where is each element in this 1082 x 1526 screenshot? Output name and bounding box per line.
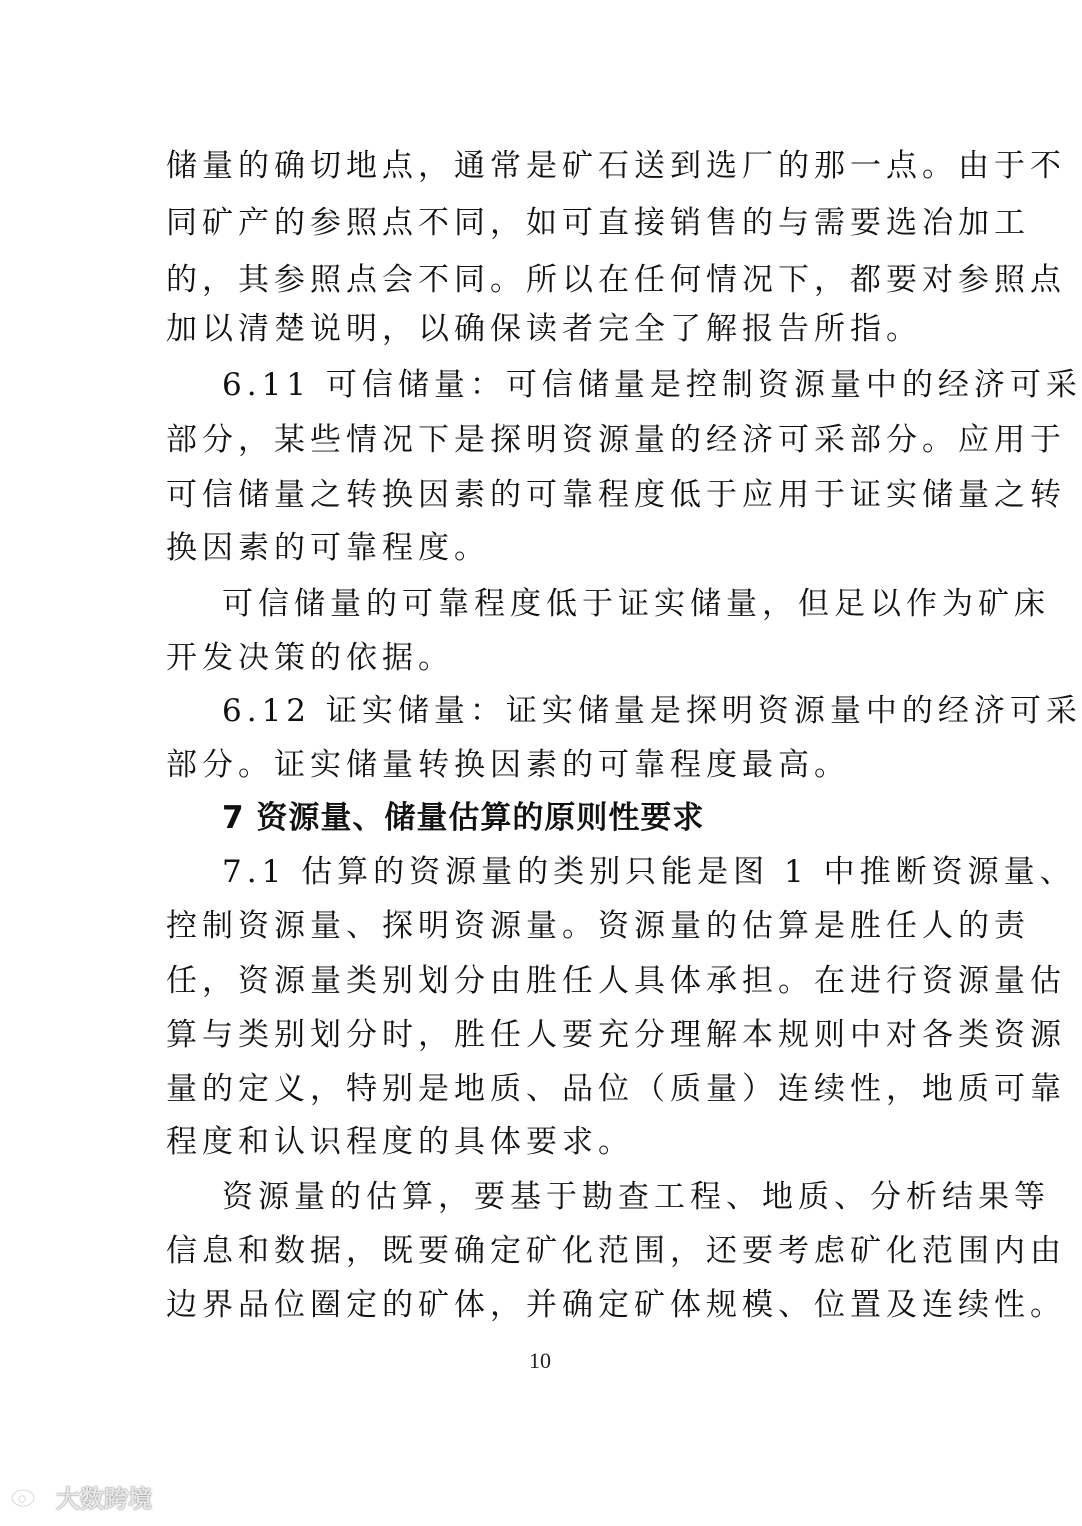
- text-line: 程度和认识程度的具体要求。: [166, 1124, 634, 1160]
- page-number: 10: [529, 1348, 551, 1373]
- section-heading: 7 资源量、储量估算的原则性要求: [222, 800, 705, 836]
- watermark: [10, 1478, 152, 1514]
- text-line: 信息和数据，既要确定矿化范围，还要考虑矿化范围内由: [166, 1233, 1066, 1269]
- text-line: 6.12 证实储量：证实储量是探明资源量中的经济可采: [222, 693, 1082, 729]
- text-line: 边界品位圈定的矿体，并确定矿体规模、位置及连续性。: [166, 1287, 1066, 1323]
- text-line: 的，其参照点会不同。所以在任何情况下，都要对参照点: [166, 262, 1066, 298]
- text-line: 可信储量的可靠程度低于证实储量，但足以作为矿床: [222, 586, 1050, 622]
- text-line: 加以清楚说明，以确保读者完全了解报告所指。: [166, 311, 922, 347]
- text-line: 6.11 可信储量：可信储量是控制资源量中的经济可采: [222, 367, 1082, 403]
- text-line: 量的定义，特别是地质、品位（质量）连续性，地质可靠: [166, 1071, 1066, 1107]
- text-line: 部分。证实储量转换因素的可靠程度最高。: [166, 747, 850, 783]
- weibo-logo-icon: [10, 1484, 50, 1508]
- text-line: 储量的确切地点，通常是矿石送到选厂的那一点。由于不: [166, 148, 1066, 184]
- text-line: 换因素的可靠程度。: [166, 530, 490, 566]
- text-line: 控制资源量、探明资源量。资源量的估算是胜任人的责: [166, 908, 1030, 944]
- text-line: 任，资源量类别划分由胜任人具体承担。在进行资源量估: [166, 963, 1066, 999]
- watermark-text: 大数跨境: [56, 1484, 152, 1513]
- text-line: 同矿产的参照点不同，如可直接销售的与需要选冶加工: [166, 205, 1030, 241]
- text-line: 可信储量之转换因素的可靠程度低于应用于证实储量之转: [166, 477, 1066, 513]
- text-line: 7.1 估算的资源量的类别只能是图 1 中推断资源量、: [222, 854, 1076, 890]
- text-line: 开发决策的依据。: [166, 640, 454, 676]
- text-line: 部分，某些情况下是探明资源量的经济可采部分。应用于: [166, 422, 1066, 458]
- text-line: 资源量的估算，要基于勘查工程、地质、分析结果等: [222, 1179, 1050, 1215]
- text-line: 算与类别划分时，胜任人要充分理解本规则中对各类资源: [166, 1017, 1066, 1053]
